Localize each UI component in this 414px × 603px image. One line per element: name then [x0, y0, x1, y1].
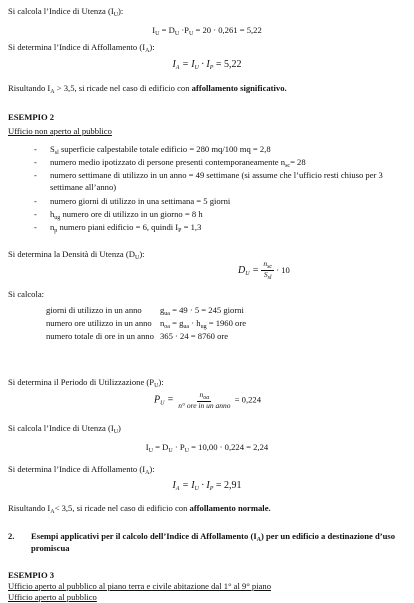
list-item: $S_{sl}$ superficie calpestabile totale edificio = 280 mq/100 mq = 2,8	[50, 144, 271, 156]
section-2-number: 2.	[8, 531, 15, 541]
esempio-3-title: ESEMPIO 3	[8, 570, 55, 580]
utenza-intro-line-2: Si calcola l’Indice di Utenza $(I_U)$	[8, 423, 121, 435]
periodo-fraction: $\frac{n_{oa}}{\text{n° ore in un anno}}$	[178, 390, 231, 411]
result-line-1: Risultando $I_A > 3,5$, si ricade nel caso di edificio con affollamento significativo.	[8, 83, 287, 95]
list-item: numero medio ipotizzato di persone presenti contemporaneamente $n_{sc}= 28$	[50, 157, 306, 169]
document-page: Si calcola l’Indice di Utenza $(I_U)$: $I_U = D_U \cdot P_U = 20 \cdot 0,261 = 5,22$ Si determina l’Indice di Affollamento $(I_A)$: $I_A = I_U \cdot I_P = 5,22$ Risultando $I_A > 3,5$, si ricade nel caso di edificio con affollamento significativo. ESEMPIO 2 Ufficio non aperto al pubblico - $S_{sl}$ superficie calpestabile totale edificio = 280 mq/100 mq = 2,8 - numero medio ipotizzato di persone presenti contemporaneamente $n_{sc}= 28$ - numero settimane di utilizzo in un anno = 49 settimane (si assume che l’ufficio resti chiuso per 3 settimane all’anno) - numero giorni di utilizzo in una settimana = 5 giorni - $h_{ug}$ numero ore di utilizzo in un giorno = 8 h - $n_p$ numero piani edificio = 6, quindi $I_P = 1,3$ Si determina la Densità di Utenza $(D_U)$: $D_U$ = $\frac{n_{sc}}{S_{sl}}$ · 10 Si calcola: giorni di utilizzo in un anno $g_{ua} = 49 \cdot 5 = 245$ giorni numero ore utilizzo in un anno $n_{oa} = g_{ua} \cdot h_{ug} = 1960$ ore numero totale di ore in un anno 365 · 24 = 8760 ore Si determina il Periodo di Utilizzazione $(P_U)$: $P_U$ = $\frac{n_{oa}}{\text{n° ore in un anno}}$ = 0,224 Si calcola l’Indice di Utenza $(I_U)$ $I_U = D_U \cdot P_U = 10,00 \cdot 0,224 = 2,24$ Si determina l’Indice di Affollamento $(I_A)$: $I_A = I_U \cdot I_P = 2,91$ Risultando $I_A< 3,5$, si ricade nel caso di edificio con affollamento normale. 2. Esempi applicativi per il calcolo dell’Indice di Affollamento $(I_A)$ per un edificio a destinazione d’uso promiscua ESEMPIO 3 Ufficio aperto al pubblico al piano terra e civile abitazione dal 1° al 9° piano Ufficio aperto al pubblico	[0, 0, 414, 603]
result-line-2: Risultando $I_A< 3,5$, si ricade nel caso di edificio con affollamento normale.	[8, 503, 271, 515]
densita-formula: $D_U$ = $\frac{n_{sc}}{S_{sl}}$ · 10	[238, 259, 290, 282]
periodo-formula: $P_U$ = $\frac{n_{oa}}{\text{n° ore in un anno}}$ = 0,224	[154, 390, 262, 411]
calc-row-label: numero totale di ore in un anno	[46, 331, 154, 341]
esempio-2-title: ESEMPIO 2	[8, 112, 55, 122]
utenza-formula-2: $I_U = D_U \cdot P_U = 10,00 \cdot 0,224 = 2,24$	[145, 442, 269, 454]
list-item-continuation: settimane all’anno)	[50, 182, 117, 192]
calc-row-label: numero ore utilizzo in un anno	[46, 318, 152, 328]
si-calcola-label: Si calcola:	[8, 289, 45, 299]
calc-row-label: giorni di utilizzo in un anno	[46, 305, 142, 315]
affollamento-intro-line-2: Si determina l’Indice di Affollamento $(I_A)$:	[8, 464, 155, 476]
list-item: numero giorni di utilizzo in una settimana = 5 giorni	[50, 196, 231, 206]
calc-row-value: $g_{ua} = 49 \cdot 5 = 245$ giorni	[160, 305, 244, 317]
calc-row-value: $n_{oa} = g_{ua} \cdot h_{ug} = 1960$ ore	[160, 318, 247, 330]
calc-row-value: 365 · 24 = 8760 ore	[160, 331, 229, 341]
densita-fraction: $\frac{n_{sc}}{S_{sl}}$	[263, 259, 273, 282]
affollamento-intro-line: Si determina l’Indice di Affollamento $(I_A)$:	[8, 42, 155, 54]
esempio-3-subtitle: Ufficio aperto al pubblico al piano terra e civile abitazione dal 1° al 9° piano	[8, 581, 271, 591]
list-item: $n_p$ numero piani edificio = 6, quindi $I_P = 1,3$	[50, 222, 202, 234]
utenza-formula: $I_U = D_U \cdot P_U = 20 \cdot 0,261 = 5,22$	[152, 25, 262, 37]
esempio-3-subtitle-2: Ufficio aperto al pubblico	[8, 592, 97, 602]
densita-intro-line: Si determina la Densità di Utenza $(D_U)$:	[8, 249, 145, 261]
utenza-intro-line: Si calcola l’Indice di Utenza $(I_U)$:	[8, 6, 124, 18]
list-item: $h_{ug}$ numero ore di utilizzo in un giorno = 8 h	[50, 209, 203, 221]
list-item: numero settimane di utilizzo in un anno = 49 settimane (si assume che l’ufficio resti chiuso per 3	[50, 170, 383, 180]
esempio-2-subtitle: Ufficio non aperto al pubblico	[8, 126, 112, 136]
periodo-intro-line: Si determina il Periodo di Utilizzazione $(P_U)$:	[8, 377, 164, 389]
affollamento-formula: $I_A = I_U \cdot I_P = 5,22$	[172, 59, 242, 71]
section-2-heading: Esempi applicativi per il calcolo dell’Indice di Affollamento $(I_A)$ per un edificio a destinazione d’uso	[31, 531, 396, 543]
section-2-heading-cont: promiscua	[31, 543, 70, 553]
affollamento-formula-2: $I_A = I_U \cdot I_P = 2,91$	[172, 480, 242, 492]
